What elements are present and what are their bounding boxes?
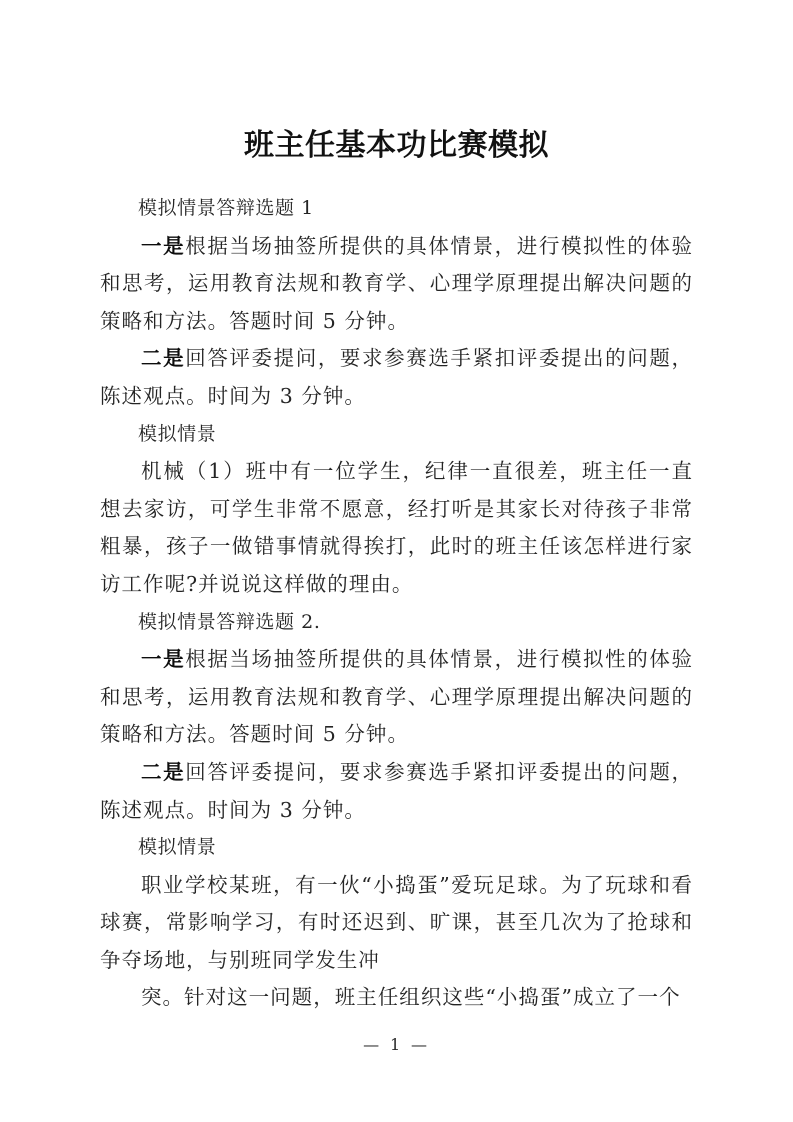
section-1-rule-2 — [100, 340, 693, 415]
section-2-rule-2-text: 回答评委提问，要求参赛选手紧扣评委提出的问题，陈述观点。时间为 3 分钟。 — [100, 759, 693, 822]
section-1-rule-1-text: 根据当场抽签所提供的具体情景，进行模拟性的体验和思考，运用教育法规和教育学、心理学原理提出解决问题的策略和方法。答题时间 5 分钟。 — [100, 233, 693, 333]
section-1-rule-1-lead: 一是 — [141, 233, 186, 258]
section-1-heading: 模拟情景答辩选题 1 — [138, 197, 314, 219]
section-2-rule-2 — [100, 754, 693, 829]
section-1-scenario-label: 模拟情景 — [138, 422, 217, 445]
section-2-rule-1 — [100, 641, 693, 754]
section-2-rule-1-text: 根据当场抽签所提供的具体情景，进行模拟性的体验和思考，运用教育法规和教育学、心理学原理提出解决问题的策略和方法。答题时间 5 分钟。 — [100, 647, 693, 747]
section-2-scenario-label: 模拟情景 — [138, 836, 217, 859]
section-1-scenario-text: 机械（1）班中有一位学生，纪律一直很差，班主任一直想去家访，可学生非常不愿意，经打听是其家长对待孩子非常粗暴，孩子一做错事情就得挨打，此时的班主任该怎样进行家访工作呢?并说说这样做的理由。 — [100, 459, 693, 596]
page-content — [100, 0, 693, 1122]
section-2-heading: 模拟情景答辩选题 2. — [138, 610, 321, 633]
section-2-scenario-text: 职业学校某班，有一伙“小捣蛋”爱玩足球。为了玩球和看球赛，常影响学习，有时还迟到、旷课，甚至几次为了抢球和争夺场地，与别班同学发生冲 — [100, 872, 693, 972]
section-1-rule-1 — [100, 228, 693, 341]
section-2-rule-2-lead: 二是 — [141, 759, 186, 784]
section-2-scenario-text-continued: 突。针对这一问题，班主任组织这些“小捣蛋”成立了一个 — [141, 985, 681, 1010]
document-body — [100, 190, 693, 1017]
page-number-footer: — 1 — — [363, 1035, 430, 1054]
section-2-rule-1-lead: 一是 — [141, 647, 186, 672]
page-title: 班主任基本功比赛模拟 — [244, 128, 549, 164]
section-1-rule-2-text: 回答评委提问，要求参赛选手紧扣评委提出的问题，陈述观点。时间为 3 分钟。 — [100, 346, 693, 408]
section-1-rule-2-lead: 二是 — [141, 346, 186, 371]
